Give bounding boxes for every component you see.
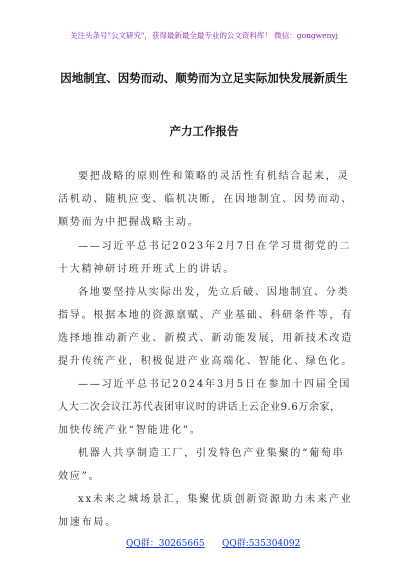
body-paragraph-line: 人大二次会议江苏代表团审议时的讲话上云企业9.6万余家， [58, 402, 341, 413]
body-paragraph-line: 机器人共享制造工厂，引发特色产业集聚的“葡萄串 [78, 448, 345, 459]
body-paragraph-line: 顺势而为中把握战略主动。 [58, 217, 200, 228]
document-title-line-1: 因地制宜、因势而动、顺势而为立足实际加快发展新质生 [60, 71, 348, 85]
body-paragraph-line: 加速布局。 [58, 517, 117, 528]
body-paragraph-line: 各地要坚持从实际出发，先立后破、因地制宜、分类 [78, 287, 350, 298]
body-paragraph-line: 选择地推动新产业、新模式、新动能发展，用新技术改造 [58, 333, 353, 344]
body-paragraph-line: 加快传统产业“智能进化”。 [58, 425, 202, 436]
body-paragraph-line: 十大精神研讨班开班式上的讲话。 [58, 264, 235, 275]
body-paragraph-line: 提升传统产业，积极促进产业高端化、智能化、绿色化。 [58, 356, 353, 367]
body-paragraph-line: 要把战略的原则性和策略的灵活性有机结合起来，灵 [78, 171, 350, 182]
document-title-line-2: 产力工作报告 [169, 124, 239, 138]
qq-group-link-2[interactable]: QQ群:535304092 [222, 539, 301, 549]
body-paragraph-line: ——习近平总书记2024年3月5日在参加十四届全国 [78, 379, 352, 390]
body-paragraph-line: xx未来之城场景汇，集聚优质创新资源助力未来产业 [78, 494, 353, 505]
body-paragraph-line: ——习近平总书记2023年2月7日在学习贯彻党的二 [78, 241, 352, 252]
body-paragraph-line: 指导。根据本地的资源禀赋、产业基础、科研条件等，有 [58, 310, 353, 321]
body-paragraph-line: 活机动、随机应变、临机决断，在因地制宜、因势而动、 [58, 194, 353, 205]
body-paragraph-line: 效应”。 [58, 471, 101, 482]
top-banner: 关注头条号"公文研究"，获得最新最全最专业的公文资料库！ 微信：gongwenyj [70, 31, 338, 40]
qq-group-link-1[interactable]: QQ群：30265665 [126, 539, 205, 549]
